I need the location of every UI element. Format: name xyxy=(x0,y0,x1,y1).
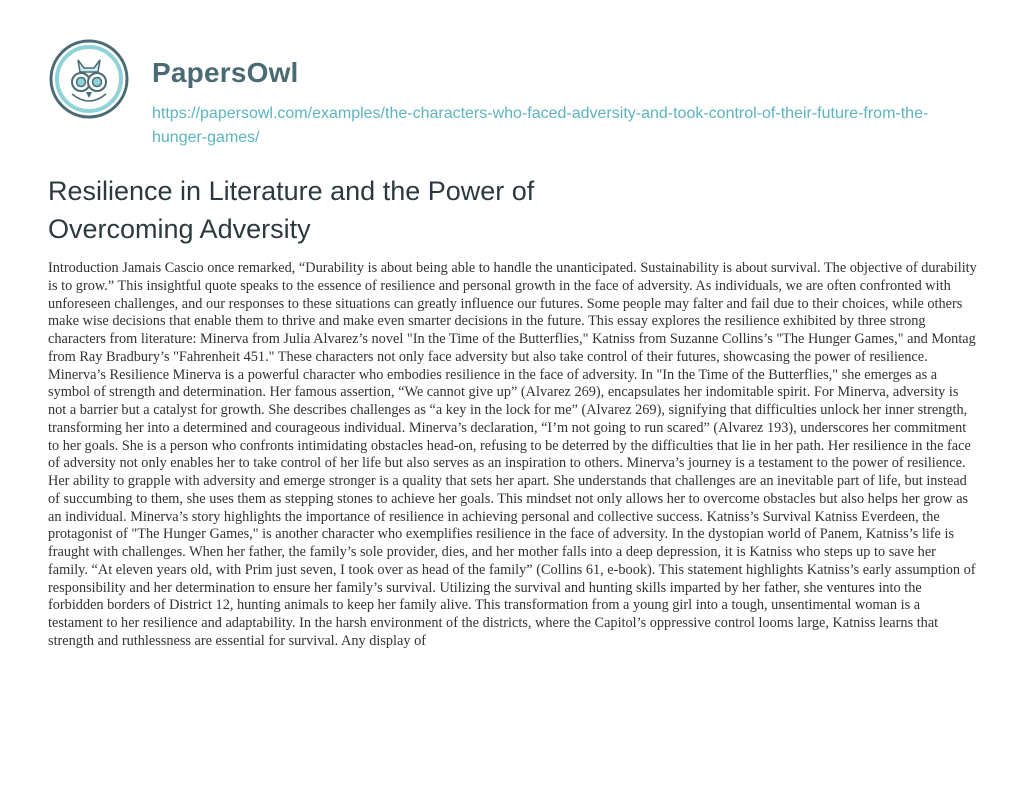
site-header xyxy=(48,38,932,150)
essay-title: Resilience in Literature and the Power of Overcoming Adversity xyxy=(48,176,535,244)
essay-body: Introduction Jamais Cascio once remarked, “Durability is about being able to handle the unanticipated. Sustainability is about survival. The objective of durability is to grow.” This insightful quote speaks to the essence of resilience and personal growth in the face of adversity. As individuals, we are often confronted with unforeseen challenges, and our responses to these situations can greatly influence our futures. Some people may falter and fail due to their choices, while others make wise decisions that enable them to thrive and make even smarter decisions in the future. This essay explores the resilience exhibited by three strong characters from literature: Minerva from Julia Alvarez’s novel "In the Time of the Butterflies," Katniss from Suzanne Collins’s "The Hunger Games," and Montag from Ray Bradbury’s "Fahrenheit 451." These characters not only face adversity but also take control of their futures, showcasing the power of resilience. Minerva’s Resilience Minerva is a powerful character who embodies resilience in the face of adversity. In "In the Time of the Butterflies," she emerges as a symbol of strength and determination. Her famous assertion, “We cannot give up” (Alvarez 269), encapsulates her indomitable spirit. For Minerva, adversity is not a barrier but a catalyst for growth. She describes challenges as “a key in the lock for me” (Alvarez 269), signifying that difficulties unlock her inner strength, transforming her into a determined and courageous individual. Minerva’s declaration, “I’m not going to run scared” (Alvarez 193), underscores her commitment to her goals. She is a person who confronts intimidating obstacles head-on, refusing to be deterred by the difficulties that lie in her path. Her resilience in the face of adversity not only enables her to take control of her life but also serves as an inspiration to others. Minerva’s journey is a testament to the power of resilience. Her ability to grapple with adversity and emerge stronger is a quality that sets her apart. She understands that challenges are an inevitable part of life, but instead of succumbing to them, she uses them as stepping stones to achieve her goals. This mindset not only allows her to overcome obstacles but also helps her grow as an individual. Minerva’s story highlights the importance of resilience in achieving personal and collective success. Katniss’s Survival Katniss Everdeen, the protagonist of "The Hunger Games," is another character who exemplifies resilience in the face of adversity. In the dystopian world of Panem, Katniss’s life is fraught with challenges. When her father, the family’s sole provider, dies, and her mother falls into a deep depression, it is Katniss who steps up to save her family. “At eleven years old, with Prim just seven, I took over as head of the family” (Collins 61, e-book). This statement highlights Katniss’s early assumption of responsibility and her determination to ensure her family’s survival. Utilizing the survival and hunting skills imparted by her father, she ventures into the forbidden borders of District 12, hunting animals to keep her family alive. This transformation from a young girl into a tough, unsentimental woman is a testament to her resilience and adaptability. In the harsh environment of the districts, where the Capitol’s oppressive control looms large, Katniss learns that strength and ruthlessness are essential for survival. Any display of xyxy=(48,260,977,649)
owl-logo-icon[interactable] xyxy=(48,38,130,120)
brand-block xyxy=(152,56,932,150)
brand-name[interactable]: PapersOwl xyxy=(152,57,299,88)
source-url-link[interactable]: https://papersowl.com/examples/the-characters-who-faced-adversity-and-took-control-of-their-future-from-the-hunger-games/ xyxy=(152,105,929,146)
